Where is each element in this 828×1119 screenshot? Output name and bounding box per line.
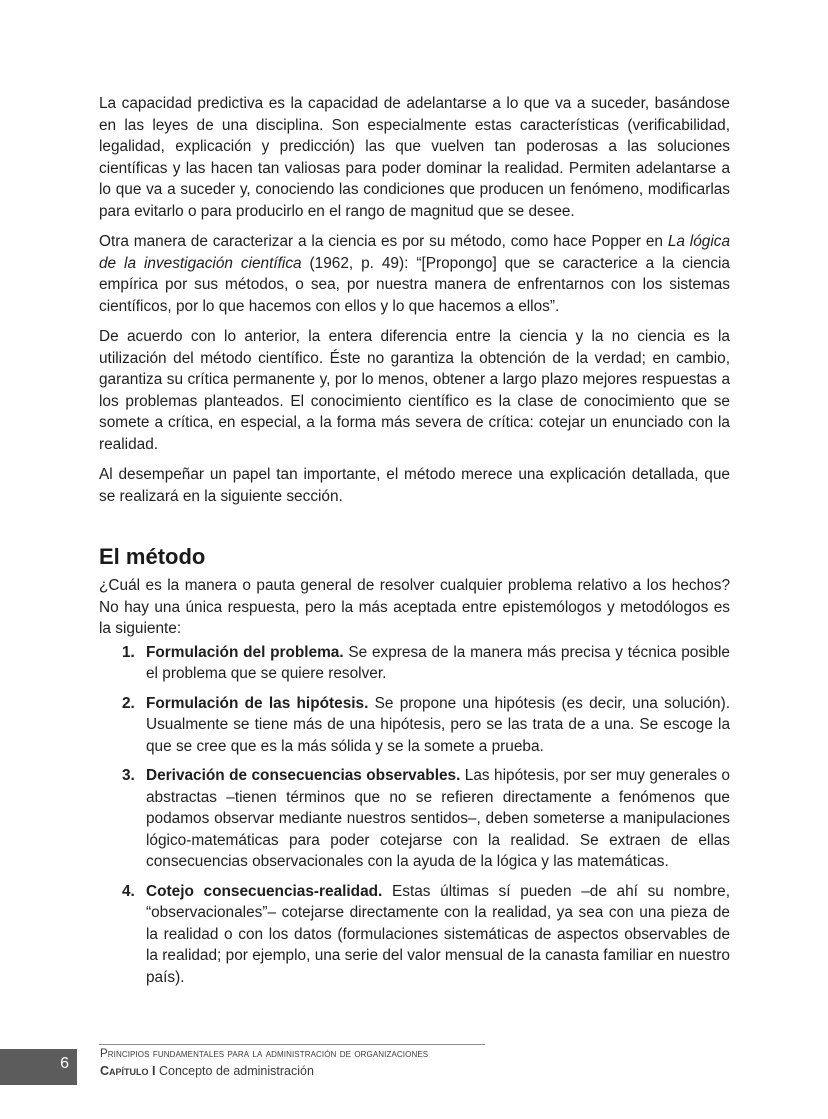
step-number: 1. bbox=[122, 643, 135, 661]
step-title: Formulación de las hipótesis. bbox=[146, 694, 369, 712]
book-title-italic: La lógica de la investigación científica bbox=[99, 233, 731, 272]
section-intro: ¿Cuál es la manera o pauta general de resolver cualquier problema relativo a los hechos? No hay una única respuesta, pero la más aceptada entre epistemólogos y metodólogos es la siguiente: bbox=[99, 577, 730, 637]
paragraph-method-importance: Al desempeñar un papel tan importante, el método merece una explicación detallada, que se realizará en la siguiente sección. bbox=[99, 466, 730, 505]
method-step-1 bbox=[99, 642, 730, 685]
step-title: Cotejo consecuencias-realidad. bbox=[146, 882, 383, 900]
footer-rule bbox=[99, 1044, 485, 1045]
paragraph-popper-method bbox=[99, 231, 730, 317]
paragraph-science-difference: De acuerdo con lo anterior, la entera diferencia entre la ciencia y la no ciencia es la utilización del método científico. Éste no garantiza la obtención de la verdad; en cambio, garantiza su crítica permanente y, por lo menos, obtener a largo plazo mejores respuestas a los problemas planteados. El conocimiento científico es la clase de conocimiento que se somete a crítica, en especial, a la forma más severa de crítica: cotejar un enunciado con la realidad. bbox=[99, 328, 730, 453]
step-text: Se expresa de la manera más precisa y técnica posible el problema que se quiere resolver. bbox=[146, 643, 730, 682]
step-title: Derivación de consecuencias observables. bbox=[146, 767, 461, 784]
popper-text-after: (1962, p. 49): “[Propongo] que se caracterice a la ciencia empírica por sus métodos, o sea, por nuestra manera de enfrentarnos con los sistemas científicos, por lo que hacemos con ellos y lo que hacemos a ellos”. bbox=[99, 254, 730, 315]
paragraph-predictive-capacity: La capacidad predictiva es la capacidad de adelantarse a lo que va a suceder, basándose en las leyes de una disciplina. Son especialmente estas características (verificabilidad, legalidad, explicación y predicción) las que vuelven tan poderosas a las soluciones científicas y las hacen tan valiosas para poder dominar la realidad. Permiten adelantarse a lo que va a suceder y, conociendo las condiciones que producen un fenómeno, modificarlas para evitarlo o para producirlo en el rango de magnitud que se desee. bbox=[99, 95, 730, 220]
popper-text-before: Otra manera de caracterizar a la ciencia es por su método, como hace Popper en bbox=[99, 233, 668, 250]
step-number: 4. bbox=[122, 882, 135, 900]
step-text: Las hipótesis, por ser muy generales o abstractas –tienen términos que no se refieren directamente a fenómenos que podamos observar mediante nuestros sentidos–, deben someterse a manipulaciones lógico-matemáticas para poder cotejarse con la realidad. Se extraen de ellas consecuencias observacionales con la ayuda de la lógica y las matemáticas. bbox=[146, 767, 730, 870]
page-number: 6 bbox=[60, 1055, 69, 1072]
method-step-3 bbox=[99, 765, 730, 873]
chapter-title: Concepto de administración bbox=[158, 1064, 314, 1078]
chapter-label: Capítulo I bbox=[100, 1064, 156, 1078]
step-title: Formulación del problema. bbox=[146, 643, 344, 661]
method-steps-list bbox=[99, 642, 730, 989]
page-content bbox=[99, 93, 730, 996]
step-text: Se propone una hipótesis (es decir, una solución). Usualmente se tiene más de una hipótesis, pero se las trata de a una. Se escoge la que se cree que es la más sólida y se la somete a prueba. bbox=[146, 694, 731, 755]
page-number-box bbox=[0, 1049, 77, 1085]
step-text: Estas últimas sí pueden –de ahí su nombre, “observacionales”– cotejarse directamente con la realidad, ya sea con una pieza de la realidad o con los datos (formulaciones sistemáticas de aspectos observables de la realidad; por ejemplo, una serie del valor mensual de la canasta familiar en nuestro país). bbox=[146, 882, 730, 986]
footer-book-title: Principios fundamentales para la administración de organizaciones bbox=[100, 1048, 429, 1060]
method-step-4 bbox=[99, 881, 730, 989]
method-step-2 bbox=[99, 693, 730, 758]
step-number: 2. bbox=[122, 694, 135, 712]
step-number: 3. bbox=[122, 767, 135, 784]
section-heading: El método bbox=[99, 544, 206, 569]
footer-chapter bbox=[100, 1064, 314, 1078]
